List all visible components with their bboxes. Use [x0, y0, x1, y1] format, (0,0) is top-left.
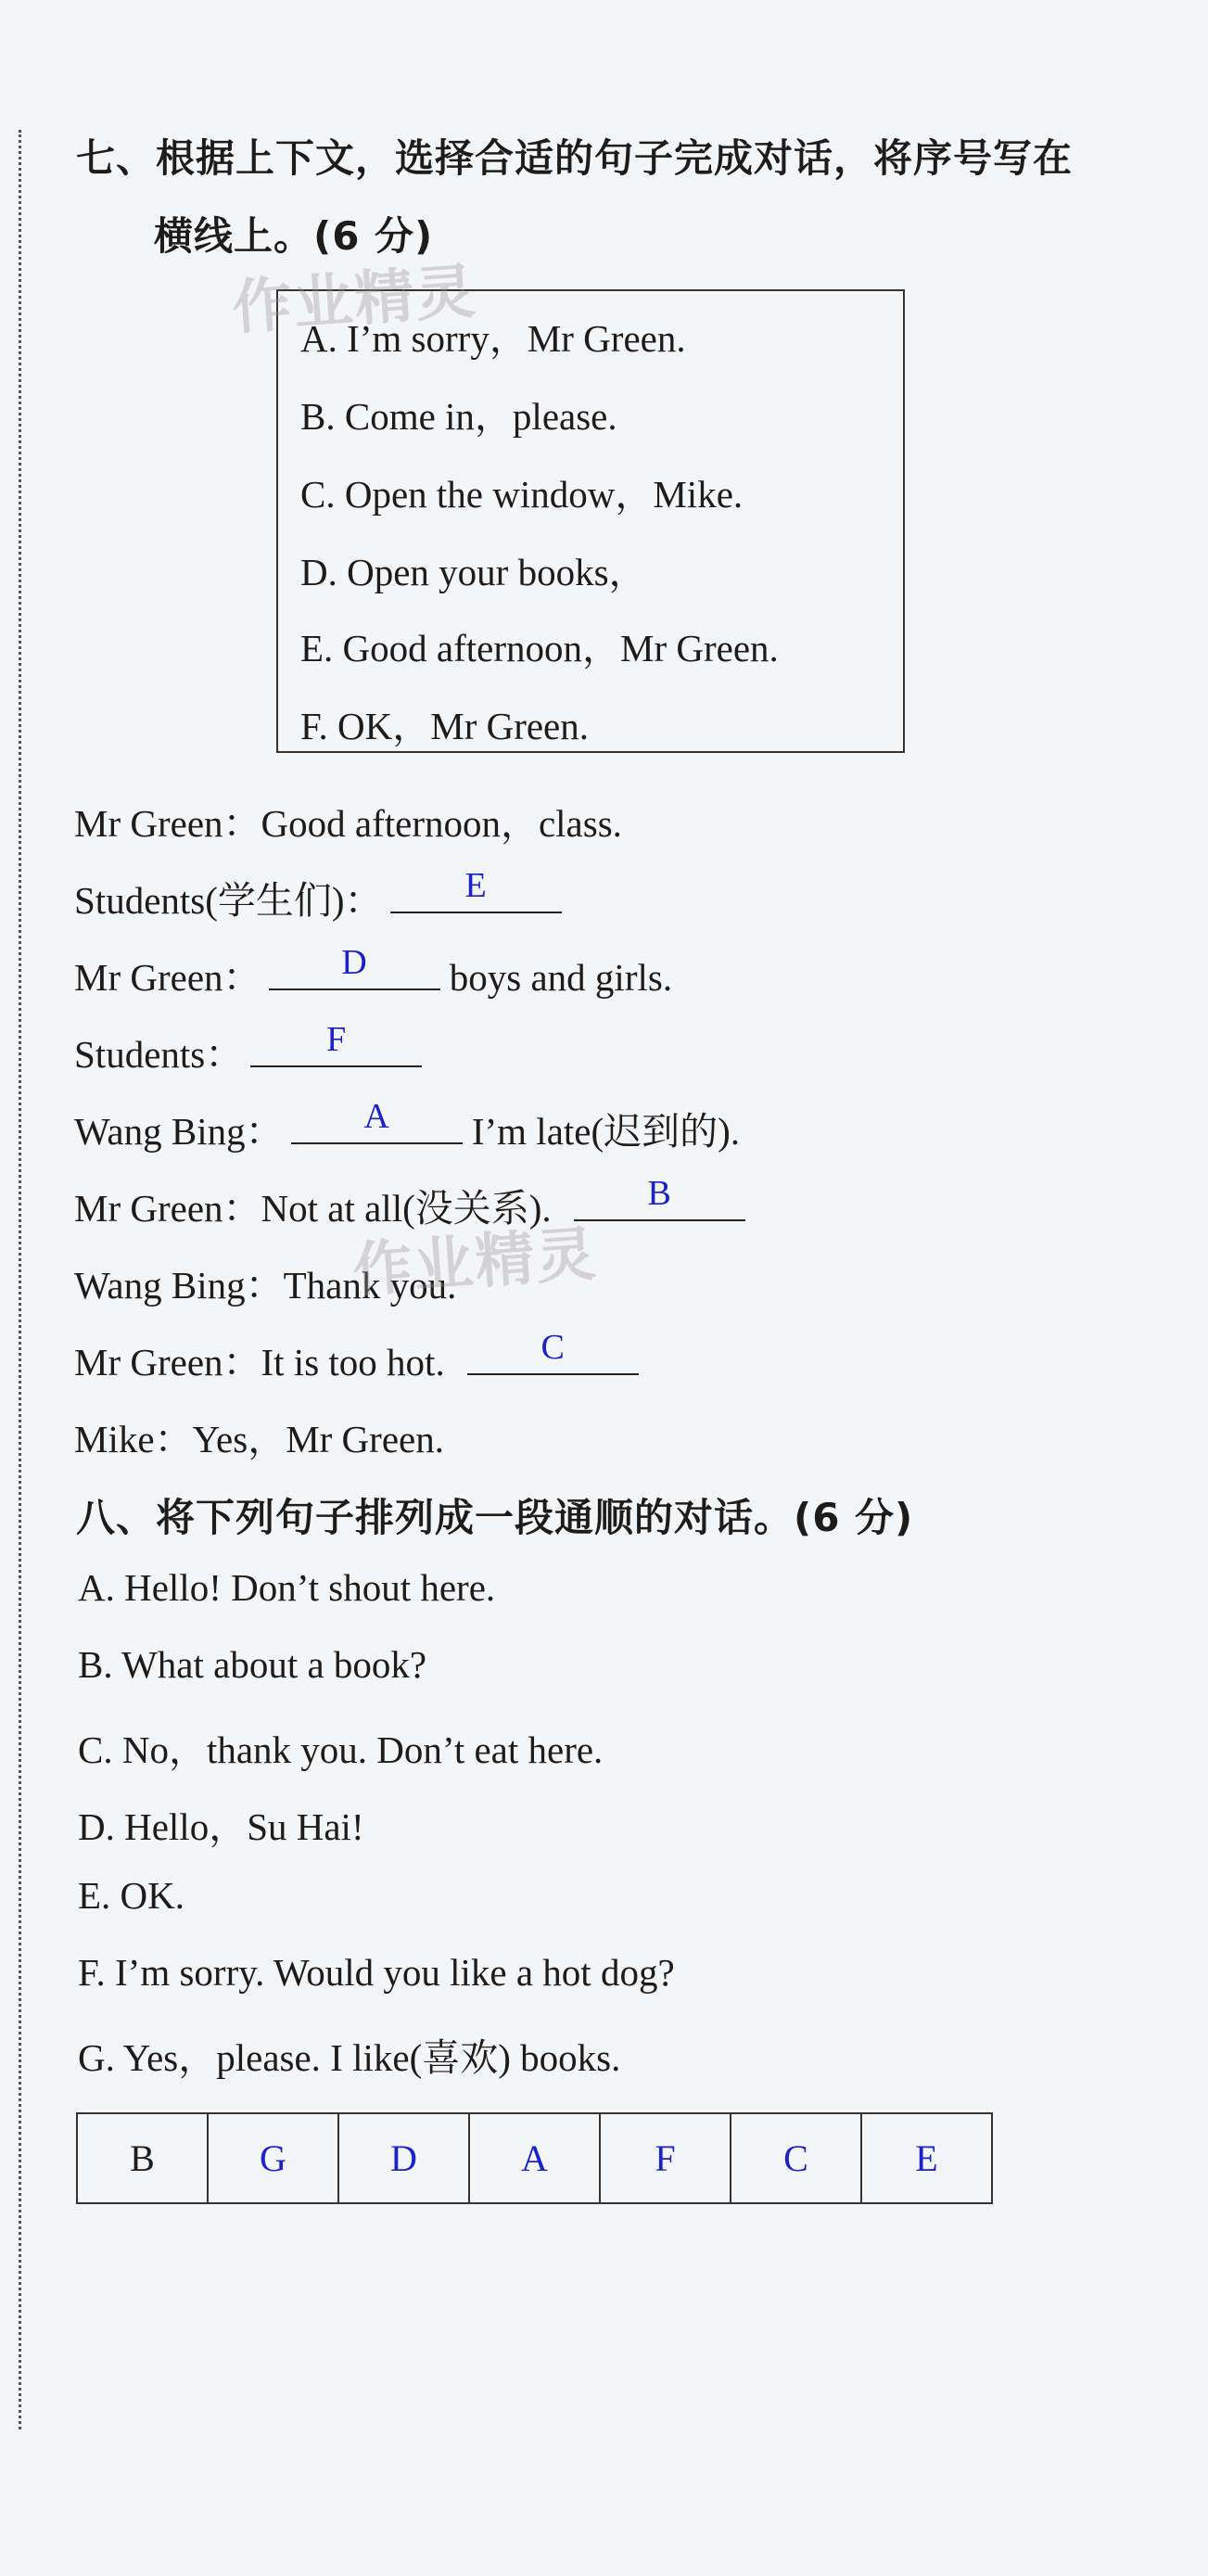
- handwritten-answer: C: [540, 1328, 565, 1367]
- order-answer-table: [76, 2112, 993, 2204]
- line-text: boys and girls.: [439, 956, 673, 999]
- handwritten-answer: E: [464, 866, 487, 905]
- sentence-b: B. What about a book?: [78, 1643, 427, 1686]
- option-e: E. Good afternoon，Mr Green.: [300, 627, 779, 670]
- answer-blank-4[interactable]: [291, 1097, 463, 1144]
- table-row: [77, 2113, 992, 2203]
- speaker-text: Mr Green：Not at all(没关系).: [74, 1187, 552, 1230]
- option-f: F. OK，Mr Green.: [300, 705, 590, 747]
- sentence-d: D. Hello，Su Hai!: [78, 1805, 364, 1848]
- order-cell-7[interactable]: E: [861, 2113, 992, 2203]
- option-d: D. Open your books，: [300, 551, 647, 593]
- handwritten-answer: A: [363, 1097, 389, 1136]
- section8-title: 八、将下列句子排列成一段通顺的对话。(6 分): [76, 1495, 914, 1540]
- sentence-a: A. Hello! Don’t shout here.: [78, 1566, 496, 1609]
- answer-blank-1[interactable]: [390, 866, 562, 913]
- speaker-text: Students：: [74, 1033, 244, 1076]
- dialogue-line-3: [74, 943, 673, 1001]
- option-c: C. Open the window，Mike.: [300, 473, 744, 516]
- answer-blank-3[interactable]: [250, 1020, 422, 1067]
- order-cell-3[interactable]: D: [338, 2113, 469, 2203]
- answer-blank-2[interactable]: [269, 943, 440, 990]
- perforation-line: [19, 130, 21, 2429]
- order-cell-1: B: [77, 2113, 208, 2203]
- line-text: I’m late(迟到的).: [462, 1110, 741, 1153]
- handwritten-answer: B: [647, 1174, 671, 1213]
- option-a: A. I’m sorry，Mr Green.: [300, 317, 686, 360]
- dialogue-line-2: [74, 866, 562, 925]
- dialogue-line-8: [74, 1328, 639, 1386]
- dialogue-line-5: [74, 1097, 741, 1155]
- speaker-text: Mr Green：: [74, 956, 261, 999]
- dialogue-line-9: Mike：Yes，Mr Green.: [74, 1418, 444, 1460]
- order-cell-6[interactable]: C: [731, 2113, 861, 2203]
- dialogue-line-4: [74, 1020, 422, 1078]
- speaker-text: Wang Bing：: [74, 1110, 284, 1153]
- section7-title-line2: 横线上。(6 分): [154, 213, 434, 259]
- sentence-c: C. No，thank you. Don’t eat here.: [78, 1728, 604, 1771]
- sentence-e: E. OK.: [78, 1874, 185, 1917]
- dialogue-line-7: Wang Bing：Thank you.: [74, 1264, 457, 1307]
- watermark-logo: 作业精灵: [230, 257, 479, 344]
- dialogue-line-1: Mr Green：Good afternoon，class.: [74, 802, 622, 845]
- option-b: B. Come in，please.: [300, 395, 617, 438]
- watermark-logo: 作业精灵: [350, 1219, 600, 1307]
- handwritten-answer: D: [341, 943, 367, 982]
- section7-title-line1: 七、根据上下文，选择合适的句子完成对话，将序号写在: [76, 135, 1074, 181]
- order-cell-4[interactable]: A: [469, 2113, 600, 2203]
- order-cell-5[interactable]: F: [600, 2113, 731, 2203]
- sentence-g: G. Yes，please. I like(喜欢) books.: [78, 2036, 621, 2079]
- speaker-text: Mr Green：It is too hot.: [74, 1341, 445, 1384]
- speaker-text: Students(学生们)：: [74, 879, 383, 922]
- answer-blank-5[interactable]: [574, 1174, 745, 1221]
- sentence-f: F. I’m sorry. Would you like a hot dog?: [78, 1951, 675, 1994]
- handwritten-answer: F: [326, 1020, 347, 1059]
- order-cell-2[interactable]: G: [208, 2113, 338, 2203]
- answer-blank-6[interactable]: [467, 1328, 639, 1375]
- options-box: [276, 289, 905, 753]
